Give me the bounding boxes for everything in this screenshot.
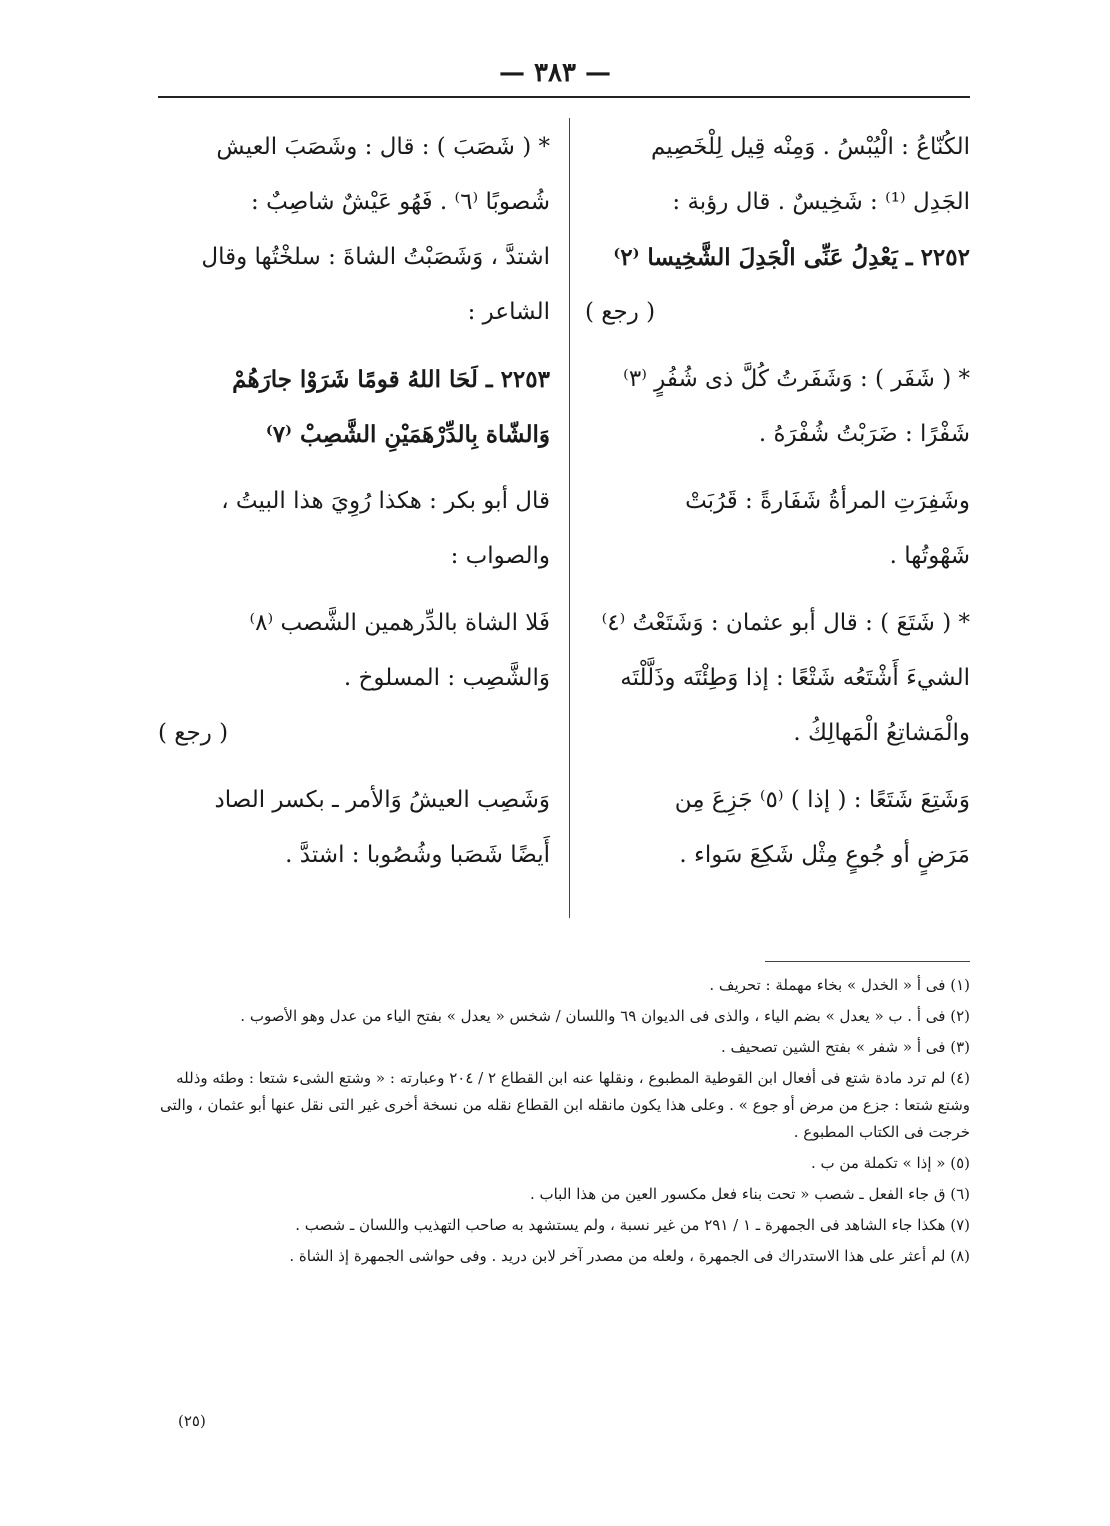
footnote: (١) فى أ « الخدل » بخاء مهملة : تحريف . — [709, 976, 970, 994]
footnote: (٥) « إذا » تكملة من ب . — [811, 1154, 970, 1172]
column-divider — [569, 118, 570, 918]
entry-line: الشاعر : — [467, 299, 550, 325]
entry-line: قال أبو بكر : هكذا رُوِيَ هذا البيتُ ، — [221, 488, 550, 514]
left-column — [158, 120, 550, 883]
entry-line: وَشَصِب العيشُ وَالأمر ـ بكسر الصاد — [214, 787, 550, 813]
verse-line: وَالشّاة بِالدِّرْهَمَيْنِ الشَّصِبْ ⁽٧⁾ — [265, 421, 550, 448]
return-marker: ( رجع ) — [585, 299, 656, 325]
header-rule — [158, 96, 970, 98]
footnote: (٣) فى أ « شفر » بفتح الشين تصحيف . — [720, 1038, 970, 1056]
entry-line: الجَدِل ⁽¹⁾ : شَخِيسٌ . قال رؤبة : — [672, 189, 970, 215]
entry-heading: * ( شَصَبَ ) : قال : وشَصَبَ العيش — [216, 134, 550, 160]
entry-heading: * ( شَتَعَ ) : قال أبو عثمان : وَشَتَعْتُ ⁽٤⁾ — [601, 610, 970, 636]
entry-line: أَيضًا شَصَبا وشُصُوبا : اشتدَّ . — [285, 842, 550, 868]
verse-line: ٢٢٥٢ ـ يَعْدِلُ عَنِّى الْجَدِلَ الشَّخِيسا ⁽٢⁾ — [613, 244, 970, 271]
signature-mark: (٢٥) — [178, 1412, 206, 1430]
footnote: (٢) فى أ . ب « يعدل » بضم الياء ، والذى فى الديوان ٦٩ واللسان / شخس « يعدل » بفتح الياء من عدل وهو الأصوب . — [240, 1007, 970, 1025]
right-column — [585, 120, 970, 883]
verse-line: فَلا الشاة بالدِّرهمين الشَّصب ⁽٨⁾ — [249, 610, 550, 636]
entry-line: وَشَتِعَ شَتَعًا : ( إذا ) ⁽٥⁾ جَزِعَ مِن — [674, 787, 970, 813]
entry-line: والْمَشاتِعُ الْمَهالِكُ . — [793, 720, 970, 746]
entry-line: الشيءَ أَشْتَعُه شَتْعًا : إذا وَطِئْتَه وذَلَّلْتَه — [620, 665, 970, 691]
footnote: (٤) لم ترد مادة شتع فى أفعال ابن القوطية المطبوع ، ونقلها عنه ابن القطاع ٢ / ٢٠٤ وعبارته : « وشتع الشىء شتعا : وطئه وذلله وشتع شتعا : جزع من مرض أو جوع » . وعلى هذا يكون مانقله ابن القطاع نقله من نسخة أخرى غير التى نقل عنها أبو عثمان ، والتى خرجت فى الكتاب المطبوع . — [160, 1069, 970, 1141]
page-number: — ٣٨٣ — — [498, 58, 612, 88]
footnote: (٧) هكذا جاء الشاهد فى الجمهرة ـ ١ / ٢٩١ من غير نسبة ، ولم يستشهد به صاحب التهذيب واللسان ـ شصب . — [295, 1216, 970, 1234]
entry-line: مَرَضٍ أو جُوعٍ مِثْل شَكِعَ سَواء . — [679, 842, 970, 868]
entry-line: وشَفِرَتِ المرأةُ شَفَارةً : قَرُبَتْ — [685, 488, 970, 514]
entry-line: الكُنّاعُ : الْيُبْسُ . وَمِنْه قِيل لِلْخَصِيم — [650, 134, 970, 160]
entry-line: اشتدَّ ، وَشَصَبْتُ الشاةَ : سلخْتُها وقال — [201, 244, 550, 270]
entry-line: شَهْوتُها . — [889, 543, 970, 569]
entry-heading: * ( شَفَر ) : وَشَفَرتُ كُلَّ ذى شُفُرٍ ⁽٣⁾ — [623, 366, 970, 392]
entry-line: شُصوبًا ⁽٦⁾ . فَهُو عَيْشٌ شاصِبٌ : — [251, 189, 550, 215]
entry-line: وَالشَّصِب : المسلوخ . — [343, 665, 550, 691]
footnotes — [158, 972, 970, 1274]
entry-line: شَفْرًا : ضَرَبْتُ شُفْرَهُ . — [758, 421, 970, 447]
footnote: (٦) ق جاء الفعل ـ شصب « تحت بناء فعل مكسور العين من هذا الباب . — [529, 1185, 970, 1203]
verse-line: ٢٢٥٣ ـ لَحَا اللهُ قومًا شَرَوْا جارَهُمْ — [232, 366, 550, 393]
return-marker: ( رجع ) — [158, 720, 229, 746]
entry-line: والصواب : — [450, 543, 550, 569]
footnote: (٨) لم أعثر على هذا الاستدراك فى الجمهرة ، ولعله من مصدر آخر لابن دريد . وفى حواشى الجمهرة إذ الشاة . — [289, 1247, 970, 1265]
footnote-rule — [765, 961, 970, 962]
